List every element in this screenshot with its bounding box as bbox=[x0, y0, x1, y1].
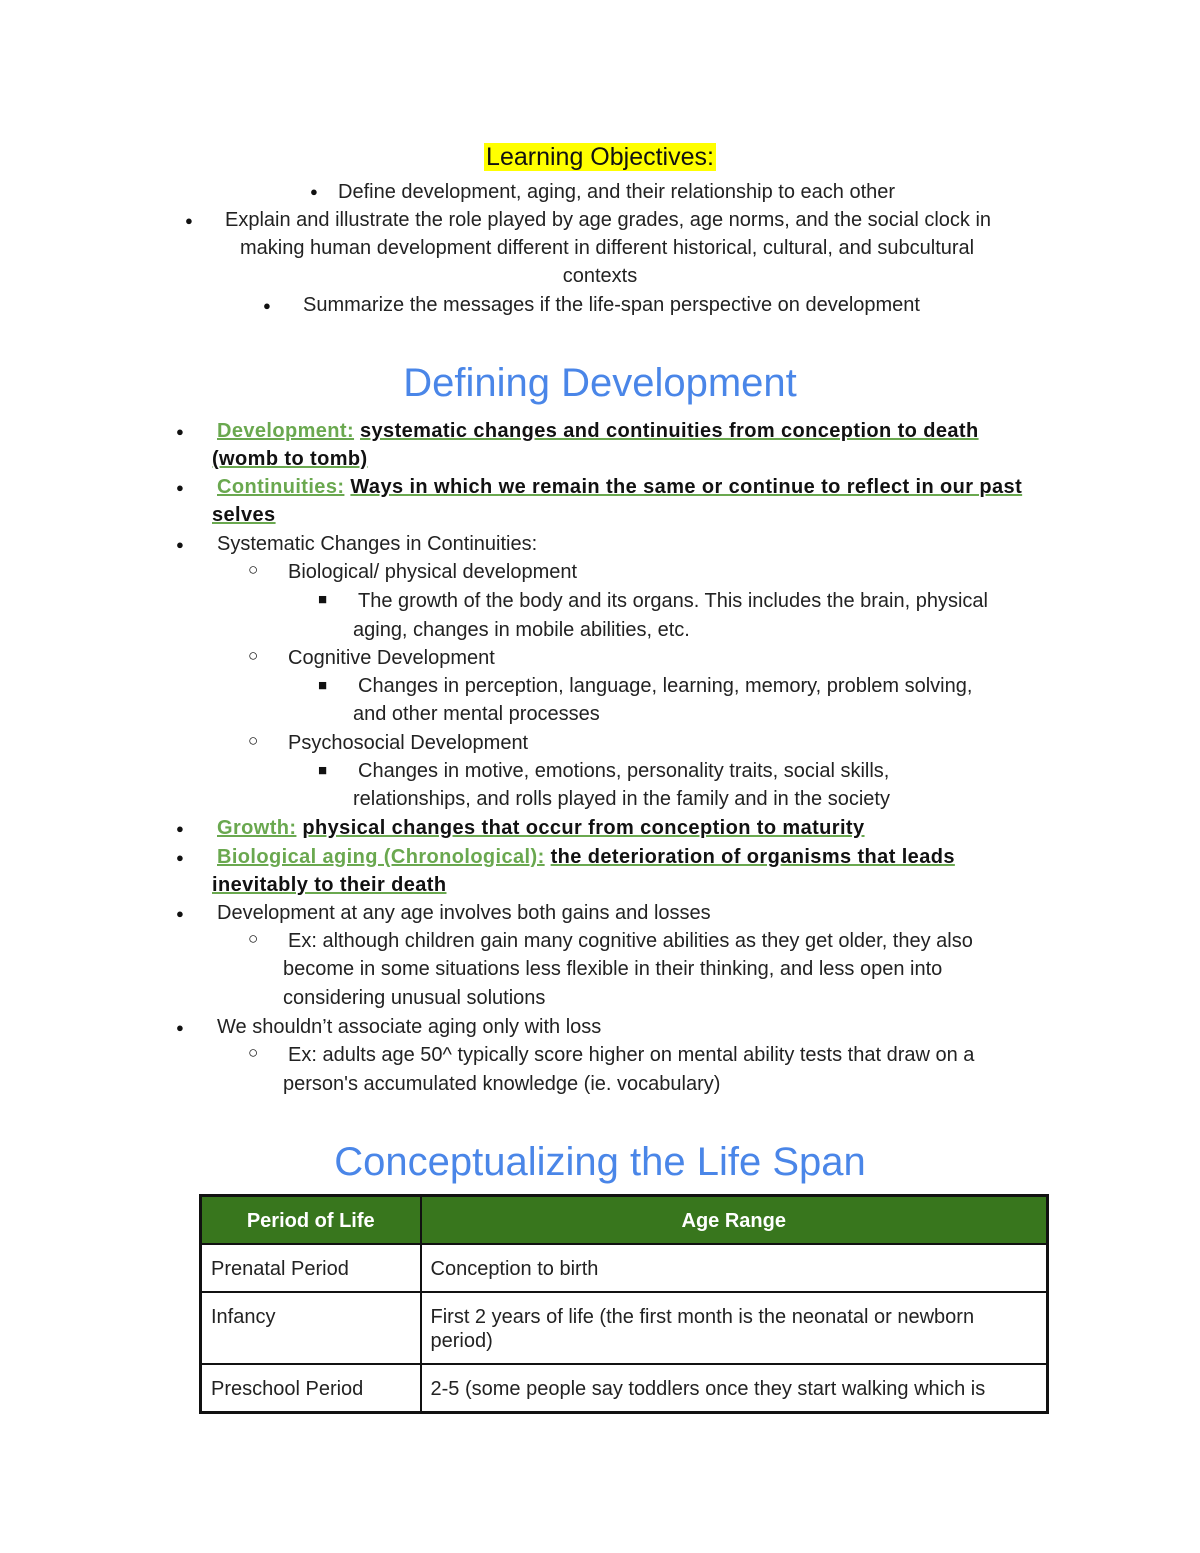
def-aging-cont: inevitably to their death bbox=[212, 874, 447, 896]
psy-label: Psychosocial Development bbox=[288, 732, 529, 754]
bullet-icon: ● bbox=[263, 298, 271, 313]
gains-ex-line1: Ex: although children gain many cognitive abilities as they get older, they also bbox=[288, 930, 973, 952]
def-continuities-cont: selves bbox=[212, 504, 276, 526]
circle-bullet-icon: ○ bbox=[248, 731, 259, 750]
circle-bullet-icon: ○ bbox=[248, 929, 259, 948]
cog-line2: and other mental processes bbox=[353, 703, 600, 725]
cog-line1: Changes in perception, language, learning, memory, problem solving, bbox=[358, 675, 973, 697]
def-aging: the deterioration of organisms that leads bbox=[550, 846, 955, 868]
objective-item: Define development, aging, and their relationship to each other bbox=[338, 181, 896, 203]
bullet-icon: ● bbox=[310, 184, 318, 199]
gains-losses: Development at any age involves both gains and losses bbox=[217, 902, 711, 924]
term-aging: Biological aging (Chronological): bbox=[217, 846, 545, 868]
section-heading-life-span: Conceptualizing the Life Span bbox=[334, 1140, 866, 1184]
section-heading-defining-development: Defining Development bbox=[403, 361, 797, 405]
term-continuities: Continuities: bbox=[217, 476, 345, 498]
bullet-icon: ● bbox=[176, 821, 184, 836]
table-cell-period: Preschool Period bbox=[201, 1364, 421, 1413]
square-bullet-icon: ■ bbox=[318, 762, 328, 779]
table-header-period: Period of Life bbox=[201, 1196, 421, 1245]
bio-line2: aging, changes in mobile abilities, etc. bbox=[353, 619, 690, 641]
def-development: systematic changes and continuities from conception to death bbox=[360, 420, 979, 442]
bullet-icon: ● bbox=[176, 1020, 184, 1035]
def-continuities: Ways in which we remain the same or continue to reflect in our past bbox=[350, 476, 1023, 498]
table-cell-age-range: First 2 years of life (the first month is the neonatal or newborn period) bbox=[421, 1292, 1048, 1364]
table-cell-age-range: Conception to birth bbox=[421, 1244, 1048, 1292]
systematic-changes: Systematic Changes in Continuities: bbox=[217, 533, 538, 555]
square-bullet-icon: ■ bbox=[318, 677, 328, 694]
gains-ex-line2: become in some situations less flexible in their thinking, and less open into bbox=[283, 958, 943, 980]
table-row bbox=[201, 1292, 1048, 1364]
gains-ex-line3: considering unusual solutions bbox=[283, 987, 546, 1009]
table-row bbox=[201, 1364, 1048, 1413]
bullet-icon: ● bbox=[176, 424, 184, 439]
circle-bullet-icon: ○ bbox=[248, 646, 259, 665]
table-cell-period: Infancy bbox=[201, 1292, 421, 1364]
definition-continuities bbox=[217, 473, 1022, 501]
bullet-icon: ● bbox=[176, 480, 184, 495]
bio-label: Biological/ physical development bbox=[288, 561, 578, 583]
aging-loss: We shouldn’t associate aging only with loss bbox=[217, 1016, 602, 1038]
table-header-row bbox=[201, 1196, 1048, 1245]
loss-ex-line1: Ex: adults age 50^ typically score higher on mental ability tests that draw on a bbox=[288, 1044, 975, 1066]
psy-line2: relationships, and rolls played in the family and in the society bbox=[353, 788, 890, 810]
def-growth: physical changes that occur from conception to maturity bbox=[302, 817, 865, 839]
cog-label: Cognitive Development bbox=[288, 647, 495, 669]
definition-growth bbox=[217, 814, 865, 842]
table-row bbox=[201, 1244, 1048, 1292]
table-header-age-range: Age Range bbox=[421, 1196, 1048, 1245]
learning-objectives-title: Learning Objectives: bbox=[486, 143, 714, 171]
table-cell-period: Prenatal Period bbox=[201, 1244, 421, 1292]
circle-bullet-icon: ○ bbox=[248, 1043, 259, 1062]
bio-line1: The growth of the body and its organs. This includes the brain, physical bbox=[358, 590, 988, 612]
loss-ex-line2: person's accumulated knowledge (ie. vocabulary) bbox=[283, 1073, 721, 1095]
objective-item: Summarize the messages if the life-span perspective on development bbox=[303, 294, 920, 316]
table-cell-age-range: 2-5 (some people say toddlers once they start walking which is bbox=[421, 1364, 1048, 1413]
definition-development bbox=[217, 417, 979, 445]
bullet-icon: ● bbox=[176, 850, 184, 865]
psy-line1: Changes in motive, emotions, personality traits, social skills, bbox=[358, 760, 890, 782]
definition-aging bbox=[217, 843, 955, 871]
def-development-cont: (womb to tomb) bbox=[212, 448, 368, 470]
term-development: Development: bbox=[217, 420, 355, 442]
objective-item-continuation: contexts bbox=[562, 265, 638, 287]
square-bullet-icon: ■ bbox=[318, 591, 328, 608]
bullet-icon: ● bbox=[185, 213, 193, 228]
life-span-table bbox=[199, 1194, 1049, 1414]
term-growth: Growth: bbox=[217, 817, 297, 839]
objective-item-continuation: making human development different in different historical, cultural, and subcultural bbox=[240, 237, 975, 259]
circle-bullet-icon: ○ bbox=[248, 560, 259, 579]
learning-objectives-heading bbox=[0, 143, 1200, 172]
objective-item: Explain and illustrate the role played by age grades, age norms, and the social clock in bbox=[225, 209, 992, 231]
bullet-icon: ● bbox=[176, 906, 184, 921]
bullet-icon: ● bbox=[176, 537, 184, 552]
